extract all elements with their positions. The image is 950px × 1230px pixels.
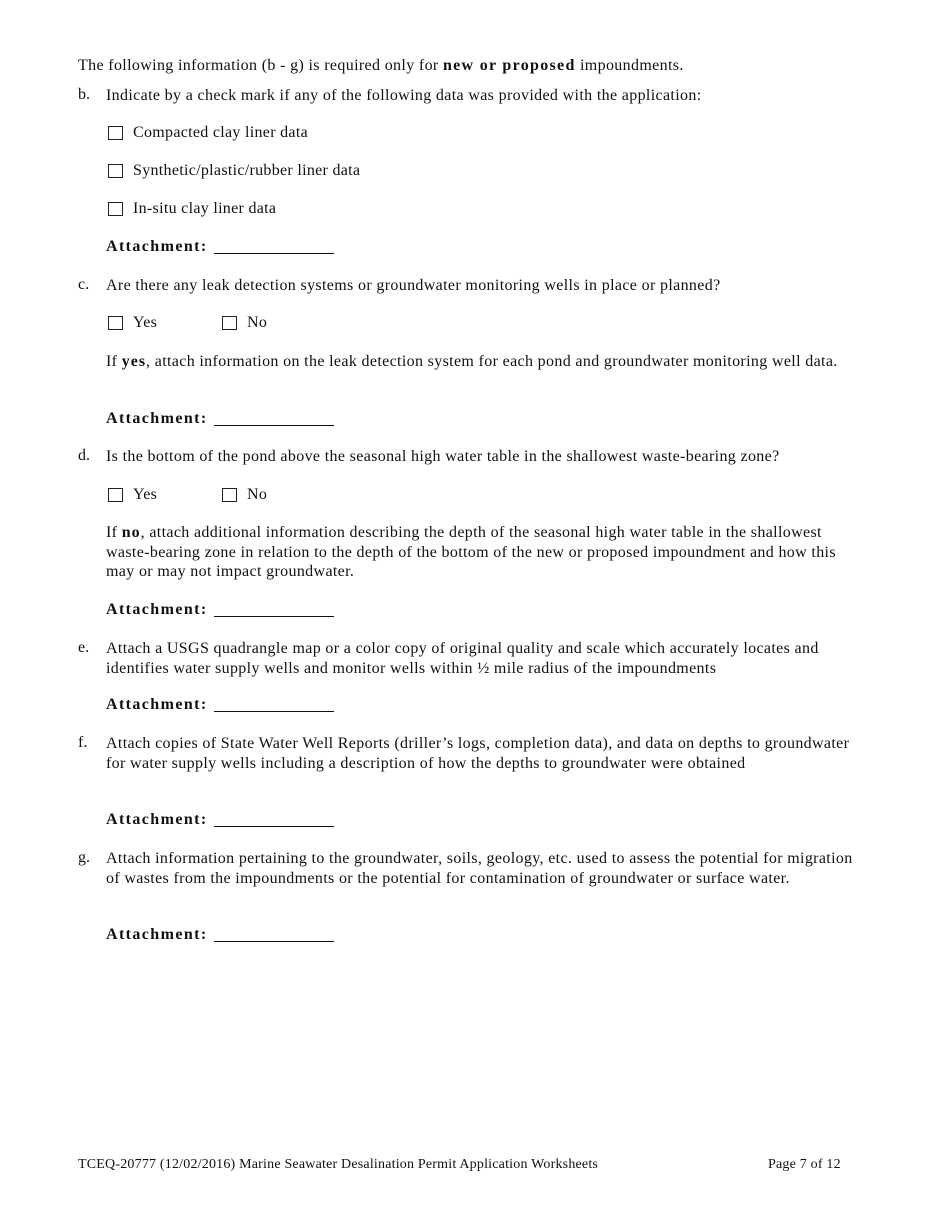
item-d-note: If no, attach additional information describing the depth of the seasonal high water table in the shallowest waste-bearing zone in relation to the depth of the bottom of the new or proposed impoundment and how this may or may not impact groundwater. <box>106 524 836 580</box>
item-f-text: Attach copies of State Water Well Reports (driller’s logs, completion data), and data on depths to groundwater for water supply wells including a description of how the depths to groundwater were obtained <box>106 735 850 772</box>
item-g-letter: g. <box>78 849 90 866</box>
item-d-letter: d. <box>78 447 90 464</box>
checkbox[interactable] <box>108 126 123 140</box>
option-compacted-clay[interactable] <box>108 124 308 142</box>
item-e-letter: e. <box>78 639 90 656</box>
no-option[interactable] <box>222 486 267 504</box>
footer-page-number: Page 7 of 12 <box>768 1157 841 1172</box>
attachment-field[interactable] <box>214 941 334 942</box>
item-c <box>78 276 878 296</box>
attachment-field[interactable] <box>214 253 334 254</box>
item-e-text: Attach a USGS quadrangle map or a color copy of original quality and scale which accurately locates and identifies water supply wells and monitor wells within ½ mile radius of the impoundments <box>106 640 819 677</box>
checkbox[interactable] <box>108 164 123 178</box>
attachment-f <box>106 811 334 829</box>
option-label: Compacted clay liner data <box>133 124 308 141</box>
yes-option[interactable] <box>108 314 222 332</box>
yes-label: Yes <box>133 314 158 331</box>
attachment-label: Attachment: <box>106 410 208 427</box>
yes-label: Yes <box>133 486 158 503</box>
item-b <box>78 86 878 106</box>
item-d <box>78 447 878 467</box>
intro-bold: new or proposed <box>442 57 576 74</box>
item-f-letter: f. <box>78 734 88 751</box>
item-c-choices <box>108 314 267 332</box>
item-e <box>78 639 878 679</box>
checkbox[interactable] <box>222 316 237 330</box>
attachment-label: Attachment: <box>106 601 208 618</box>
attachment-d <box>106 601 334 619</box>
item-b-text: Indicate by a check mark if any of the following data was provided with the application: <box>106 87 702 104</box>
footer-form-id: TCEQ-20777 (12/02/2016) Marine Seawater Desalination Permit Application Worksheets <box>78 1157 599 1172</box>
item-c-text: Are there any leak detection systems or groundwater monitoring wells in place or planned? <box>106 277 721 294</box>
item-c-letter: c. <box>78 276 90 293</box>
attachment-label: Attachment: <box>106 811 208 828</box>
item-f <box>78 734 878 794</box>
option-synthetic-liner[interactable] <box>108 162 360 180</box>
no-label: No <box>247 486 268 503</box>
item-d-text: Is the bottom of the pond above the seasonal high water table in the shallowest waste-bearing zone? <box>106 448 780 465</box>
checkbox[interactable] <box>108 202 123 216</box>
option-label: Synthetic/plastic/rubber liner data <box>133 162 361 179</box>
intro-text: The following information (b - g) is required only for new or proposed impoundments. <box>78 57 684 74</box>
attachment-label: Attachment: <box>106 238 208 255</box>
item-g-text: Attach information pertaining to the groundwater, soils, geology, etc. used to assess the potential for migration of wastes from the impoundments or the potential for contamination of groundwater or surface water. <box>106 850 853 887</box>
attachment-g <box>106 926 334 944</box>
no-option[interactable] <box>222 314 267 332</box>
attachment-label: Attachment: <box>106 696 208 713</box>
item-g <box>78 849 878 909</box>
item-b-letter: b. <box>78 86 90 103</box>
attachment-field[interactable] <box>214 425 334 426</box>
attachment-b <box>106 238 334 256</box>
attachment-e <box>106 696 334 714</box>
option-label: In-situ clay liner data <box>133 200 277 217</box>
item-c-note: If yes, attach information on the leak detection system for each pond and groundwater monitoring well data. <box>106 353 838 370</box>
checkbox[interactable] <box>108 488 123 502</box>
item-d-choices <box>108 486 267 504</box>
attachment-label: Attachment: <box>106 926 208 943</box>
attachment-c <box>106 410 334 428</box>
option-insitu-clay[interactable] <box>108 200 276 218</box>
attachment-field[interactable] <box>214 711 334 712</box>
no-label: No <box>247 314 268 331</box>
attachment-field[interactable] <box>214 616 334 617</box>
attachment-field[interactable] <box>214 826 334 827</box>
checkbox[interactable] <box>108 316 123 330</box>
yes-option[interactable] <box>108 486 222 504</box>
checkbox[interactable] <box>222 488 237 502</box>
